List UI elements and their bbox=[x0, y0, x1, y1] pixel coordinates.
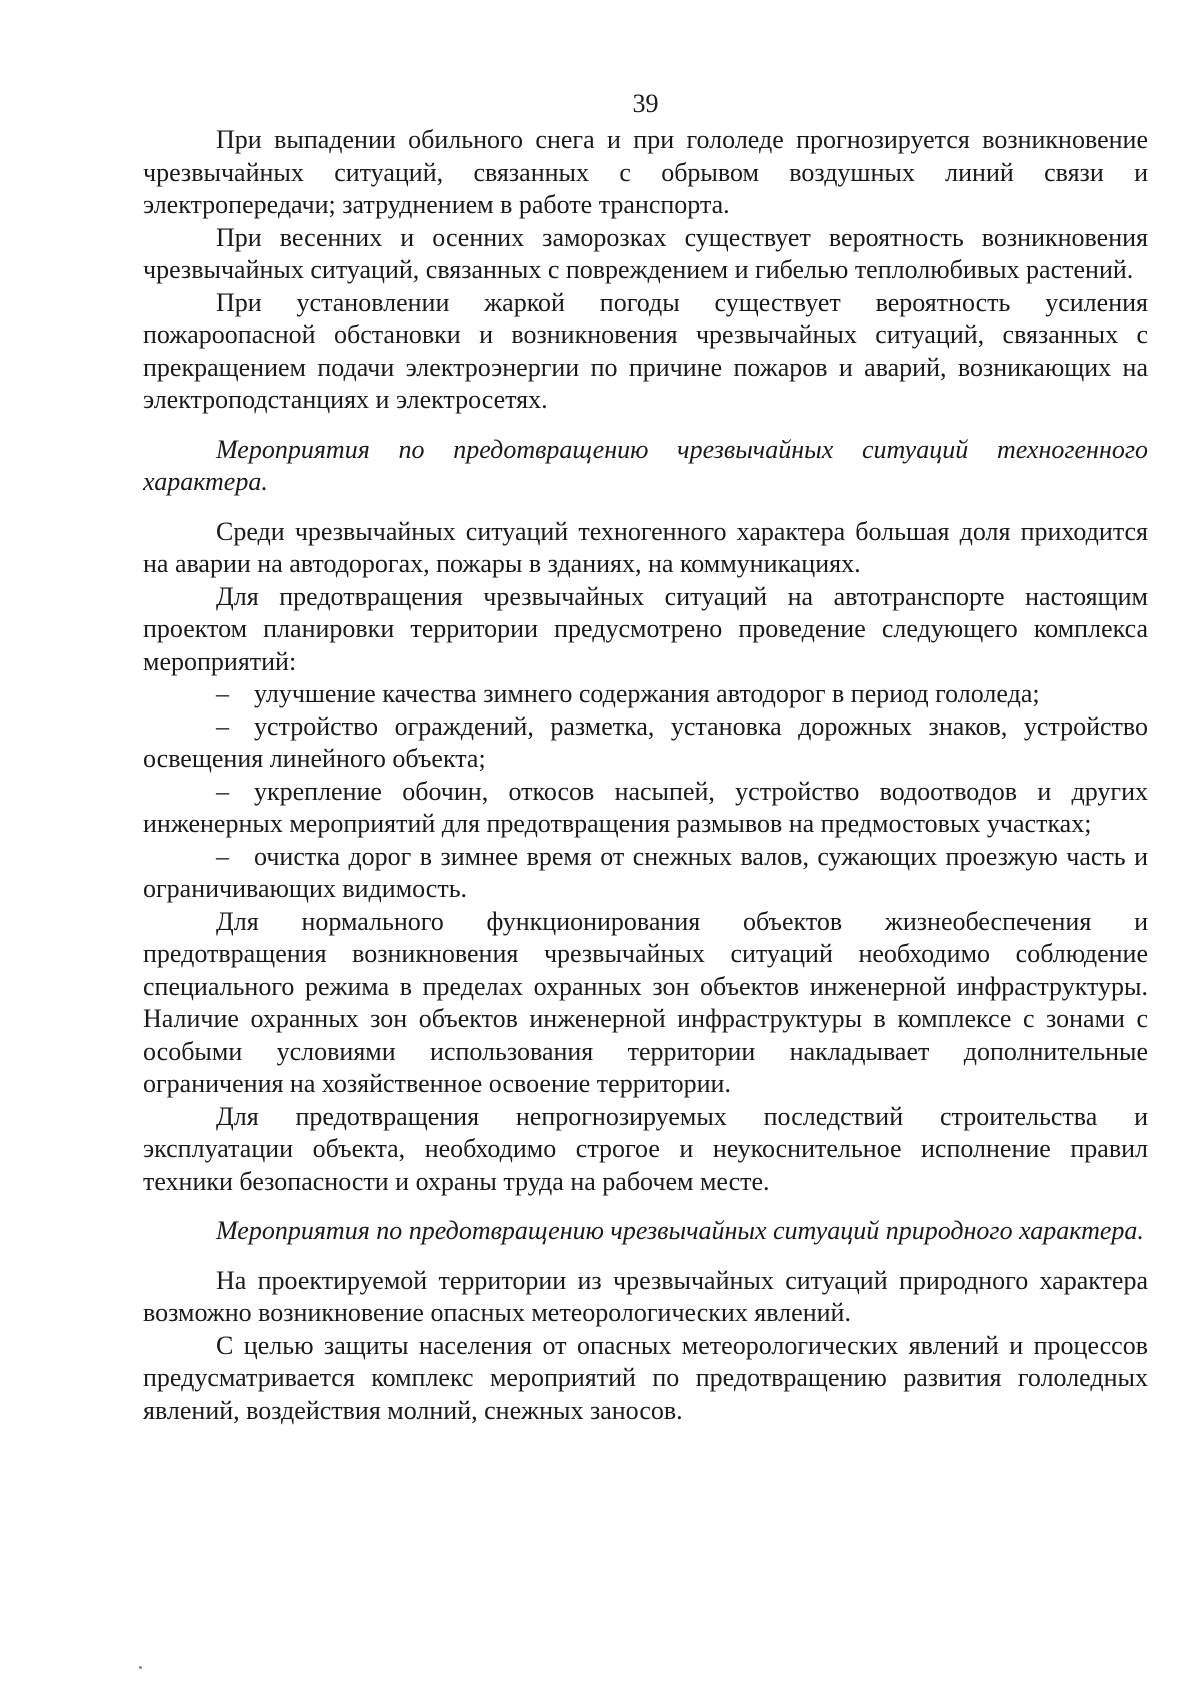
list-dash: – bbox=[216, 679, 229, 708]
scan-speck bbox=[139, 1666, 142, 1669]
heading-technogenic-measures: Мероприятия по предотвращению чрезвычайных ситуаций техногенного характера. bbox=[143, 434, 1148, 496]
list-dash: – bbox=[216, 776, 229, 806]
list-item bbox=[143, 776, 1148, 841]
paragraph-road-accidents: Среди чрезвычайных ситуаций техногенного характера большая доля приходится на аварии на автодорогах, пожары в зданиях, на коммуникациях. bbox=[143, 516, 1148, 578]
paragraph-protection-zones: Для нормального функционирования объектов жизнеобеспечения и предотвращения возникновения чрезвычайных ситуаций необходимо соблюдение специального режима в пределах охранных зон объектов инженерной инфраструктуры. Наличие охранных зон объектов инженерной инфраструктуры в комплексе с зонами с особыми условиями использования территории накладывает дополнительные ограничения на хозяйственное освоение территории. bbox=[143, 906, 1148, 1098]
document-page bbox=[143, 88, 1148, 1427]
paragraph-frost: При весенних и осенних заморозках существует вероятность возникновения чрезвычайных ситуаций, связанных с повреждением и гибелью теплолюбивых растений. bbox=[143, 222, 1148, 284]
list-dash: – bbox=[216, 841, 229, 871]
list-item-text: укрепление обочин, откосов насыпей, устройство водоотводов и других инженерных мероприятий для предотвращения размывов на предмостовых участках; bbox=[143, 776, 1148, 838]
list-item bbox=[143, 678, 1148, 711]
list-item-text: устройство ограждений, разметка, установка дорожных знаков, устройство освещения линейного объекта; bbox=[143, 711, 1148, 773]
paragraph-road-measures-intro: Для предотвращения чрезвычайных ситуаций на автотранспорте настоящим проектом планировки территории предусмотрено проведение следующего комплекса мероприятий: bbox=[143, 581, 1148, 676]
paragraph-hot-weather: При установлении жаркой погоды существует вероятность усиления пожароопасной обстановки и возникновения чрезвычайных ситуаций, связанных с прекращением подачи электроэнергии по причине пожаров и аварий, возникающих на электроподстанциях и электросетях. bbox=[143, 287, 1148, 414]
list-item bbox=[143, 841, 1148, 906]
paragraph-snow-ice: При выпадении обильного снега и при гололеде прогнозируется возникновение чрезвычайных ситуаций, связанных с обрывом воздушных линий связи и электропередачи; затруднением в работе транспорта. bbox=[143, 125, 1148, 219]
list-dash: – bbox=[216, 711, 229, 741]
paragraph-meteorological-phenomena: На проектируемой территории из чрезвычайных ситуаций природного характера возможно возникновение опасных метеорологических явлений. bbox=[143, 1265, 1148, 1327]
list-item-text: очистка дорог в зимнее время от снежных валов, сужающих проезжую часть и ограничивающих видимость. bbox=[143, 841, 1148, 903]
page-number: 39 bbox=[632, 89, 659, 118]
paragraph-population-protection: С целью защиты населения от опасных метеорологических явлений и процессов предусматривается комплекс мероприятий по предотвращению развития гололедных явлений, воздействия молний, снежных заносов. bbox=[143, 1330, 1148, 1425]
list-item-text: улучшение качества зимнего содержания автодорог в период гололеда; bbox=[254, 679, 1040, 708]
heading-natural-measures: Мероприятия по предотвращению чрезвычайных ситуаций природного характера. bbox=[216, 1216, 1144, 1245]
paragraph-safety-rules: Для предотвращения непрогнозируемых последствий строительства и эксплуатации объекта, необходимо строгое и неукоснительное исполнение правил техники безопасности и охраны труда на рабочем месте. bbox=[143, 1101, 1148, 1196]
list-item bbox=[143, 711, 1148, 776]
